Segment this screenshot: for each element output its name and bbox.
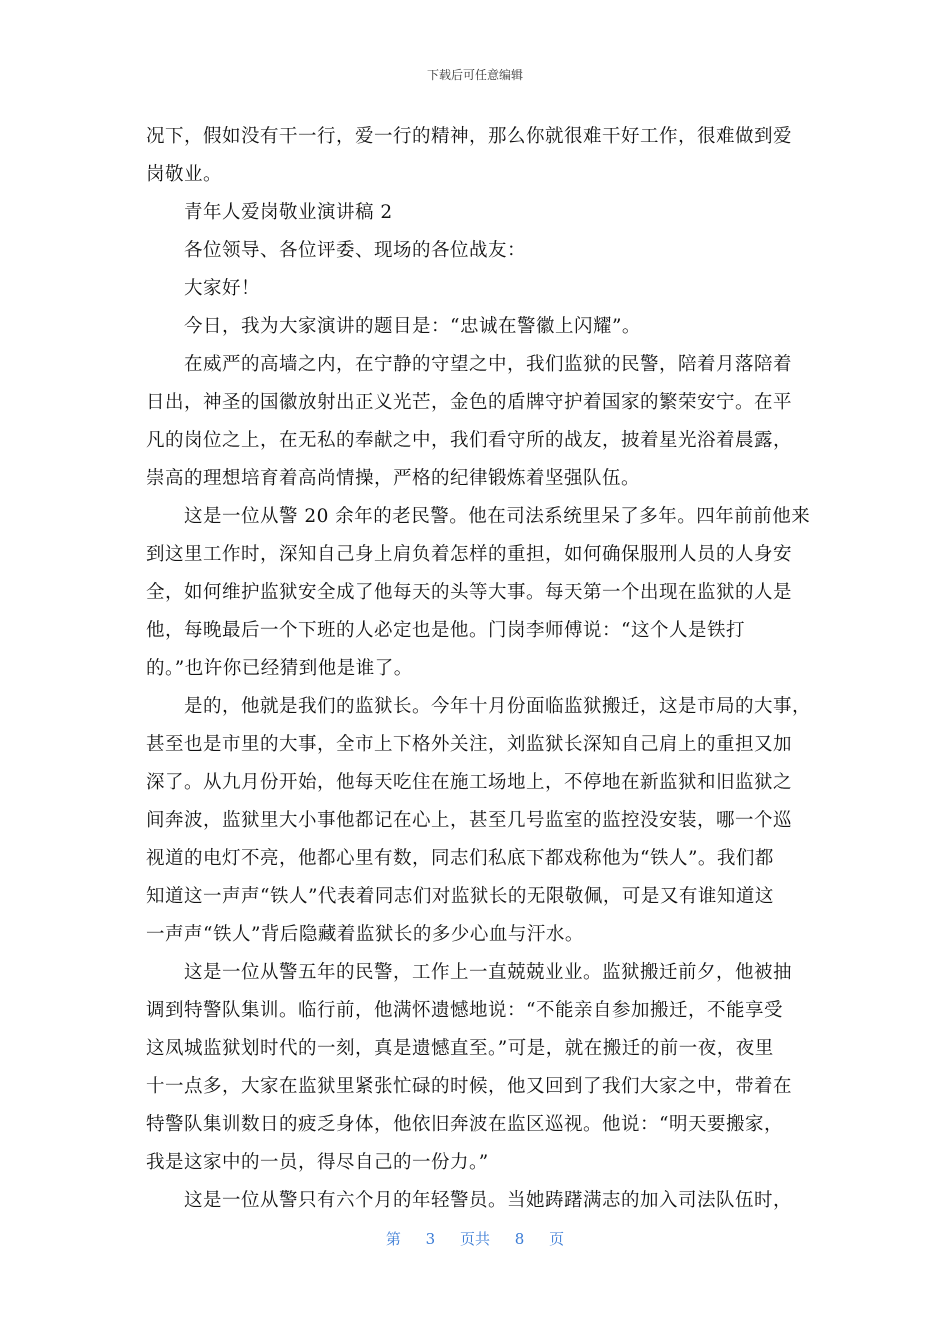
page-header: 下载后可任意编辑 [426, 68, 523, 82]
text-line: 这是一位从警五年的民警，工作上一直兢兢业业。监狱搬迁前夕，他被抽 [184, 962, 793, 983]
text-line: 我是这家中的一员，得尽自己的一份力。” [146, 1152, 489, 1173]
text-line: 这凤城监狱划时代的一刻，真是遗憾直至。”可是，就在搬迁的前一夜，夜里 [146, 1038, 774, 1059]
page-end-label: 页 [549, 1230, 565, 1248]
text-line: 视道的电灯不亮，他都心里有数，同志们私底下都戏称他为“铁人”。我们都 [146, 848, 774, 869]
document-body [146, 118, 812, 1220]
text-line: 况下，假如没有干一行，爱一行的精神，那么你就很难干好工作，很难做到爱 [146, 126, 793, 147]
page-number: 3 [425, 1230, 436, 1248]
text-line: 这是一位从警只有六个月的年轻警员。当她踌躇满志的加入司法队伍时， [184, 1190, 793, 1211]
text-line: 调到特警队集训。临行前，他满怀遗憾地说：“不能亲自参加搬迁，不能享受 [146, 1000, 783, 1021]
text-line: 大家好！ [184, 278, 261, 299]
text-line: 是的，他就是我们的监狱长。今年十月份面临监狱搬迁，这是市局的大事， [184, 696, 812, 717]
text-line: 深了。从九月份开始，他每天吃住在施工场地上，不停地在新监狱和旧监狱之 [146, 772, 793, 793]
text-line: 知道这一声声“铁人”代表着同志们对监狱长的无限敬佩，可是又有谁知道这 [146, 886, 774, 907]
page-footer [0, 1228, 950, 1249]
text-line: 到这里工作时，深知自己身上肩负着怎样的重担，如何确保服刑人员的人身安 [146, 544, 793, 565]
total-pages: 8 [514, 1230, 525, 1248]
text-line: 各位领导、各位评委、现场的各位战友： [184, 240, 527, 261]
text-line: 日出，神圣的国徽放射出正义光芒，金色的盾牌守护着国家的繁荣安宁。在平 [146, 392, 793, 413]
text-line: 他，每晚最后一个下班的人必定也是他。门岗李师傅说：“这个人是铁打 [146, 620, 745, 641]
text-line: 特警队集训数日的疲乏身体，他依旧奔波在监区巡视。他说：“明天要搬家， [146, 1114, 783, 1135]
text-line: 十一点多，大家在监狱里紧张忙碌的时候，他又回到了我们大家之中，带着在 [146, 1076, 793, 1097]
text-line: 这是一位从警 20 余年的老民警。他在司法系统里呆了多年。四年前前他来 [184, 506, 811, 527]
text-line: 甚至也是市里的大事，全市上下格外关注，刘监狱长深知自己肩上的重担又加 [146, 734, 793, 755]
page-label: 第 [385, 1230, 401, 1248]
text-line: 全，如何维护监狱安全成了他每天的头等大事。每天第一个出现在监狱的人是 [146, 582, 793, 603]
text-line: 岗敬业。 [146, 164, 223, 185]
text-line: 的。”也许你已经猜到他是谁了。 [146, 658, 413, 679]
text-line: 间奔波，监狱里大小事他都记在心上，甚至几号监室的监控没安装，哪一个巡 [146, 810, 793, 831]
text-line: 凡的岗位之上，在无私的奉献之中，我们看守所的战友，披着星光浴着晨露， [146, 430, 793, 451]
section-title: 青年人爱岗敬业演讲稿 2 [184, 202, 393, 223]
text-line: 崇高的理想培育着高尚情操，严格的纪律锻炼着坚强队伍。 [146, 468, 641, 489]
page-mid-label: 页共 [459, 1230, 490, 1248]
text-line: 在威严的高墙之内，在宁静的守望之中，我们监狱的民警，陪着月落陪着 [184, 354, 793, 375]
text-line: 今日，我为大家演讲的题目是：“忠诚在警徽上闪耀”。 [184, 316, 641, 337]
text-line: 一声声“铁人”背后隐藏着监狱长的多少心血与汗水。 [146, 924, 584, 945]
